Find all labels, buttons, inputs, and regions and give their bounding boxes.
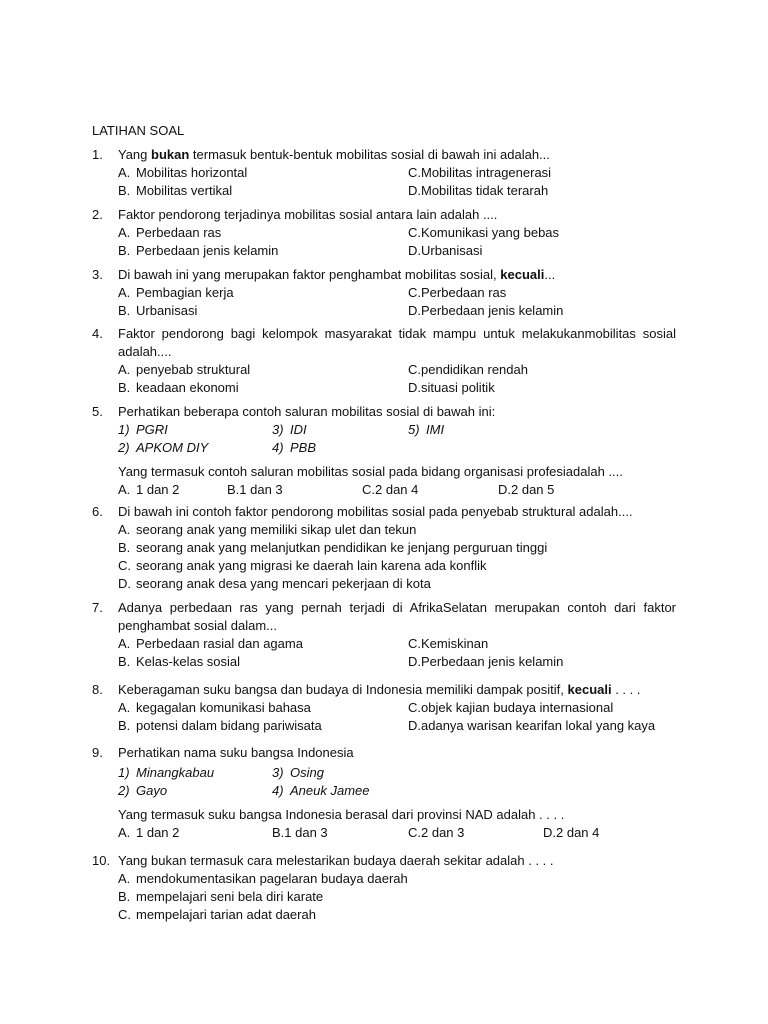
- question-emphasis: kecuali: [500, 267, 545, 282]
- option-a[interactable]: A. Pembagian kerja: [118, 285, 234, 300]
- option-b[interactable]: B. Perbedaan jenis kelamin: [118, 243, 279, 258]
- option-a[interactable]: A. Mobilitas horizontal: [118, 165, 248, 180]
- item-text: IMI: [426, 422, 445, 437]
- option-b[interactable]: B. mempelajari seni bela diri karate: [118, 889, 324, 904]
- item-marker: 2): [118, 440, 130, 455]
- item-marker: 4): [272, 440, 284, 455]
- item-text: Osing: [290, 765, 324, 780]
- question-10: [92, 852, 676, 924]
- question-text: Perhatikan beberapa contoh saluran mobilitas sosial di bawah ini:: [118, 404, 496, 419]
- item-marker: 5): [408, 422, 420, 437]
- question-text: Perhatikan nama suku bangsa Indonesia: [118, 745, 354, 760]
- option-d[interactable]: D.adanya warisan kearifan lokal yang kaya: [408, 718, 656, 733]
- question-9: [92, 744, 676, 842]
- option-a[interactable]: A. Perbedaan rasial dan agama: [118, 636, 303, 651]
- worksheet-title: LATIHAN SOAL: [92, 123, 185, 138]
- item-text: Gayo: [136, 783, 168, 798]
- option-d[interactable]: D.2 dan 4: [543, 825, 600, 840]
- item-text: Minangkabau: [136, 765, 215, 780]
- option-a[interactable]: A. Perbedaan ras: [118, 225, 222, 240]
- option-c[interactable]: C. mempelajari tarian adat daerah: [118, 907, 316, 922]
- question-text-2: Yang termasuk contoh saluran mobilitas sosial pada bidang organisasi profesiadalah ....: [118, 464, 623, 479]
- question-1: [92, 146, 676, 200]
- option-a[interactable]: A. seorang anak yang memiliki sikap ulet dan tekun: [118, 522, 417, 537]
- question-text: Faktor pendorong bagi kelompok masyarakat tidak mampu untuk melakukanmobilitas sosial adalah....: [118, 326, 676, 359]
- option-b[interactable]: B. Kelas-kelas sosial: [118, 654, 241, 669]
- question-number: 5.: [92, 404, 103, 419]
- option-c[interactable]: C.Komunikasi yang bebas: [408, 225, 560, 240]
- option-c[interactable]: C.2 dan 4: [362, 482, 419, 497]
- item-marker: 4): [272, 783, 284, 798]
- question-text: [118, 266, 676, 284]
- option-c[interactable]: C. seorang anak yang migrasi ke daerah lain karena ada konflik: [118, 558, 487, 573]
- listed-items: [118, 782, 676, 800]
- question-text: Adanya perbedaan ras yang pernah terjadi di AfrikaSelatan merupakan contoh dari faktor penghambat sosial dalam...: [118, 600, 676, 633]
- question-number: 6.: [92, 504, 103, 519]
- question-number: 7.: [92, 600, 103, 615]
- question-number: 10.: [92, 853, 111, 868]
- option-a[interactable]: A. kegagalan komunikasi bahasa: [118, 700, 311, 715]
- option-b[interactable]: B. seorang anak yang melanjutkan pendidikan ke jenjang perguruan tinggi: [118, 540, 548, 555]
- question-emphasis: kecuali: [567, 682, 612, 697]
- option-d[interactable]: D.Perbedaan jenis kelamin: [408, 654, 564, 669]
- question-number: 3.: [92, 267, 103, 282]
- item-marker: 1): [118, 765, 130, 780]
- question-5: [92, 403, 676, 499]
- option-b[interactable]: B. potensi dalam bidang pariwisata: [118, 718, 322, 733]
- item-marker: 3): [272, 765, 284, 780]
- question-3: [92, 266, 676, 320]
- option-a[interactable]: A. penyebab struktural: [118, 362, 251, 377]
- item-text: IDI: [290, 422, 307, 437]
- option-c[interactable]: C.Mobilitas intragenerasi: [408, 165, 552, 180]
- item-marker: 3): [272, 422, 284, 437]
- question-text-part: ...: [544, 267, 556, 282]
- option-d[interactable]: D.Perbedaan jenis kelamin: [408, 303, 564, 318]
- question-7: [92, 599, 676, 671]
- option-b[interactable]: B.1 dan 3: [272, 825, 328, 840]
- option-a[interactable]: A. mendokumentasikan pagelaran budaya daerah: [118, 871, 408, 886]
- option-b[interactable]: B.1 dan 3: [227, 482, 283, 497]
- option-c[interactable]: C.objek kajian budaya internasional: [408, 700, 614, 715]
- option-d[interactable]: D.Urbanisasi: [408, 243, 483, 258]
- question-text: Di bawah ini contoh faktor pendorong mobilitas sosial pada penyebab struktural adalah....: [118, 504, 633, 519]
- question-text: Faktor pendorong terjadinya mobilitas sosial antara lain adalah ....: [118, 207, 498, 222]
- question-text-2: Yang termasuk suku bangsa Indonesia berasal dari provinsi NAD adalah . . . .: [118, 807, 565, 822]
- option-c[interactable]: C.pendidikan rendah: [408, 362, 528, 377]
- item-marker: 2): [118, 783, 130, 798]
- option-b[interactable]: B. Mobilitas vertikal: [118, 183, 233, 198]
- question-number: 4.: [92, 326, 103, 341]
- option-a[interactable]: A. 1 dan 2: [118, 482, 180, 497]
- option-d[interactable]: D. seorang anak desa yang mencari pekerjaan di kota: [118, 576, 431, 591]
- listed-items: [118, 764, 676, 782]
- question-text: [118, 146, 676, 164]
- item-text: Aneuk Jamee: [290, 783, 370, 798]
- option-b[interactable]: B. keadaan ekonomi: [118, 380, 239, 395]
- question-emphasis: bukan: [151, 147, 190, 162]
- question-text: [118, 681, 676, 699]
- option-d[interactable]: D.Mobilitas tidak terarah: [408, 183, 549, 198]
- item-text: PGRI: [136, 422, 168, 437]
- option-a[interactable]: A. 1 dan 2: [118, 825, 180, 840]
- option-d[interactable]: D.2 dan 5: [498, 482, 555, 497]
- question-number: 1.: [92, 147, 103, 162]
- question-text-part: Yang: [118, 147, 152, 162]
- listed-items: [118, 421, 676, 439]
- question-text-part: Keberagaman suku bangsa dan budaya di Indonesia memiliki dampak positif,: [118, 682, 568, 697]
- question-2: [92, 206, 676, 260]
- question-number: 9.: [92, 745, 103, 760]
- option-d[interactable]: D.situasi politik: [408, 380, 495, 395]
- question-text-part: . . . .: [611, 682, 641, 697]
- question-number: 2.: [92, 207, 103, 222]
- question-text-part: termasuk bentuk-bentuk mobilitas sosial di bawah ini adalah...: [189, 147, 550, 162]
- question-number: 8.: [92, 682, 103, 697]
- item-text: APKOM DIY: [136, 440, 209, 455]
- question-8: [92, 681, 676, 735]
- item-text: PBB: [290, 440, 317, 455]
- option-c[interactable]: C.2 dan 3: [408, 825, 465, 840]
- question-text-part: Di bawah ini yang merupakan faktor penghambat mobilitas sosial,: [118, 267, 501, 282]
- option-c[interactable]: C.Perbedaan ras: [408, 285, 507, 300]
- option-c[interactable]: C.Kemiskinan: [408, 636, 489, 651]
- option-b[interactable]: B. Urbanisasi: [118, 303, 198, 318]
- question-4: [92, 325, 676, 397]
- question-text: Yang bukan termasuk cara melestarikan budaya daerah sekitar adalah . . . .: [118, 853, 554, 868]
- question-6: [92, 503, 676, 593]
- listed-items: [118, 439, 676, 457]
- item-marker: 1): [118, 422, 130, 437]
